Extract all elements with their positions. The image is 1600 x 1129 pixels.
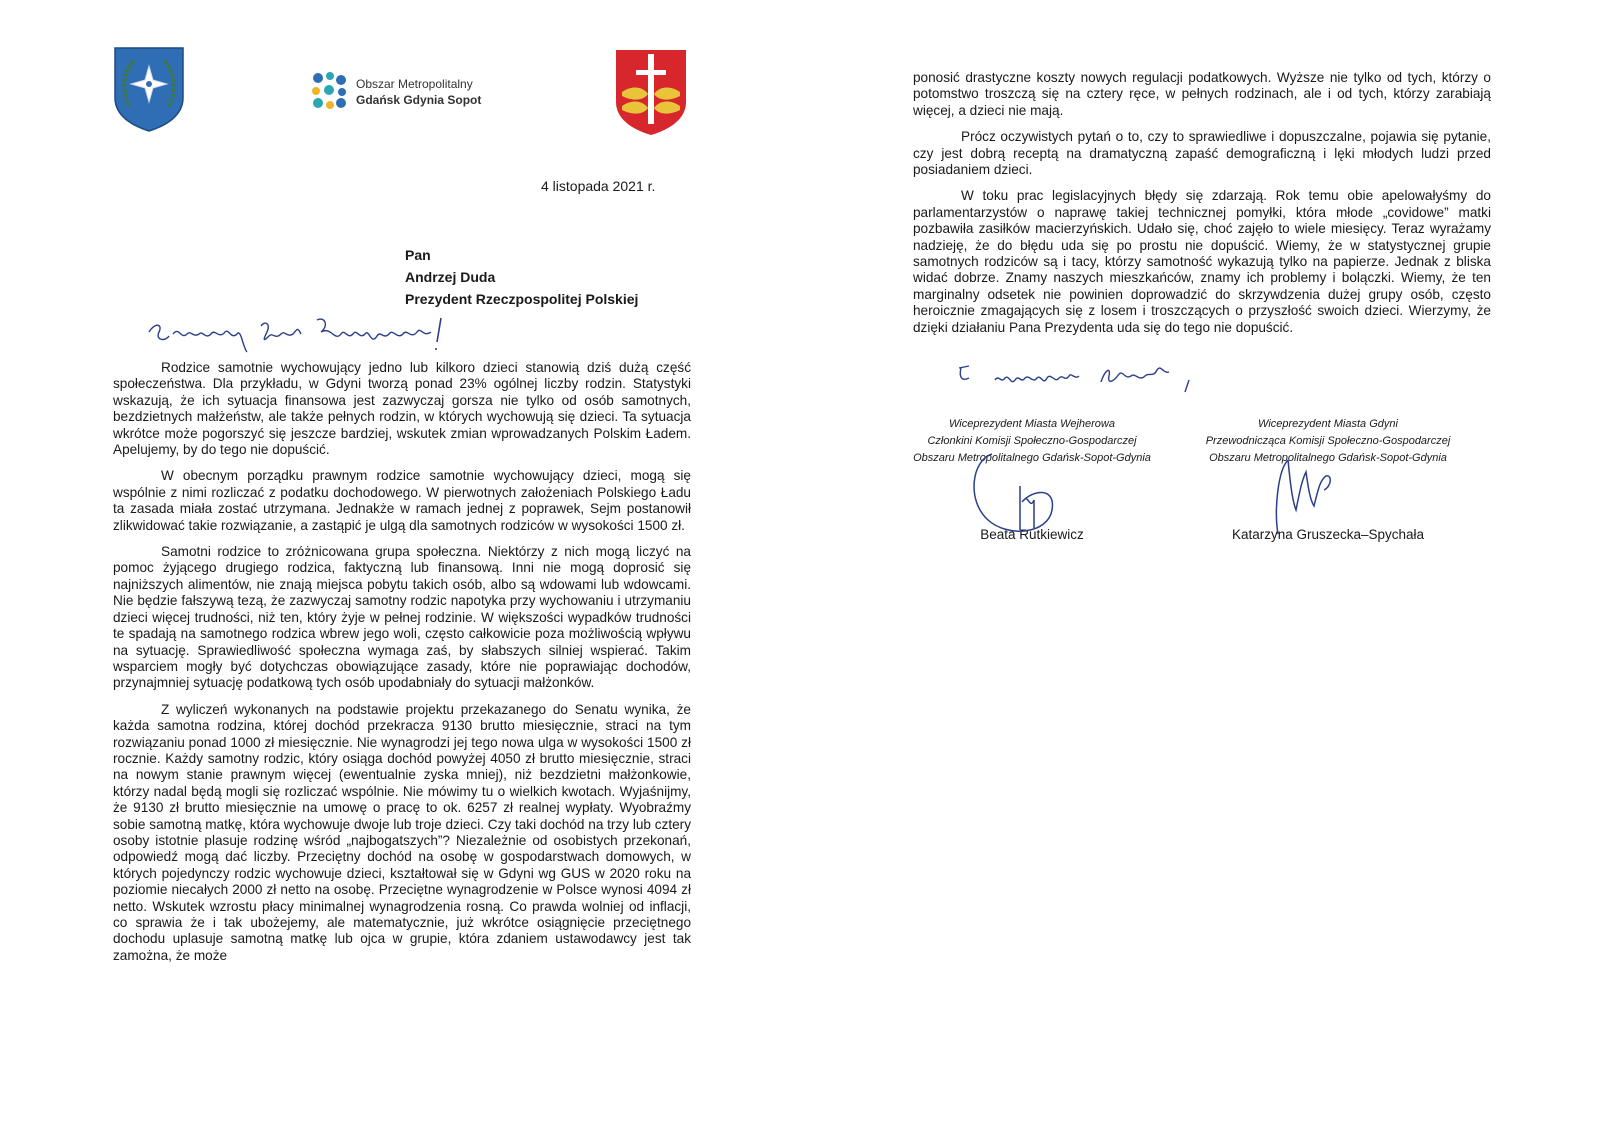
letter-page-2 — [800, 0, 1600, 1129]
signature-block-2 — [1178, 416, 1478, 542]
handwritten-closing — [955, 360, 1215, 400]
paragraph: Samotni rodzice to zróżnicowana grupa społeczna. Niektórzy z nich mogą liczyć na pomoc żyjącego drugiego rodzica, faktyczną lub finansową. Inni nie mogą doprosić się najniższych alimentów, nie znają miejsca pobytu takich osób, albo są wdowami lub wdowcami. Nie będzie fałszywą tezą, że zazwyczaj samotny rodzic napotyka przy wychowaniu i utrzymaniu dzieci więcej trudności, niż ten, który żyje w pełnej rodzinie. W większości wypadków trudności te spadają na samotnego rodzica wbrew jego woli, często całkowicie poza możliwością wpływu na sytuację. Sprawiedliwość społeczna wymaga zaś, by słabszych silniej wspierać. Takim wsparciem mogły być dotychczas obowiązujące zasady, które nie poprawiając dochodów, przynajmniej sytuację podatkową tych osób upodabniały do sytuacji małżonków. — [113, 544, 691, 691]
paragraph: Z wyliczeń wykonanych na podstawie projektu przekazanego do Senatu wynika, że każda samotna rodzina, której dochód przekracza 9130 brutto miesięcznie, straci na tym rozwiązaniu ponad 1000 zł miesięcznie. Nie wynagrodzi jej tego nowa ulga w wysokości 1500 zł rocznie. Każdy samotny rodzic, który osiąga dochód powyżej 4050 zł brutto miesięcznie, straci na nowym stanie prawnym więcej (ewentualnie zyska mniej), niż bezdzietni małżonkowie, którzy nadal będą mogli się rozliczać wspólnie. Nie mówimy tu o wielkich kwotach. Wyjaśnijmy, że 9130 zł brutto miesięcznie na umowę o pracę to ok. 6257 zł realnej wypłaty. Wyobraźmy sobie samotną matkę, która wychowuje dwoje lub troje dzieci. Czy taki dochód na trzy lub cztery osoby istotnie plasuje rodzinę wśród „najbogatszych”? Niezależnie od osobistych przekonań, odpowiedź mogą dać liczby. Przeciętny dochód na osobę w gospodarstwach domowych, w których pojedynczy rodzic wychowuje dzieci, kształtował się w Gdyni wg GUS w 2020 roku na poziomie niecałych 2000 zł netto na osobę. Przeciętne wynagrodzenie w Polsce wynosi 4094 zł netto. Wskutek wzrostu płacy minimalnej wynagrodzenia rosną. Co prawda wolniej od inflacji, co sprawia że i tak ubożejemy, ale matematycznie, już wkrótce osiągnięcie przeciętnego dochodu uplasuje samotną matkę lub ojca w grupie, która zdaniem ustawodawcy jest tak zamożna, że może — [113, 701, 691, 963]
signatory-title-line: Obszaru Metropolitalnego Gdańsk-Sopot-Gdynia — [913, 452, 1151, 464]
letter-body-page-2 — [913, 70, 1491, 346]
paragraph: W toku prac legislacyjnych błędy się zdarzają. Rok temu obie apelowałyśmy do parlamentarzystów o naprawę takiej technicznej pomyłki, która młode „covidowe” matki pozbawiła zasiłków macierzyńskich. Udało się, choć zajęło to wiele miesięcy. Teraz wyrażamy nadzieję, że do błędu uda się po prostu nie dopuścić. Wiemy, że w statystycznej grupie samotnych rodziców są i tacy, którzy samotność wykazują tylko na papierze. Jednak z bliska widać dobrze. Znamy naszych mieszkańców, znamy ich problemy i bolączki. Wiemy, że ten marginalny odsetek nie powinien doprowadzić do skrzywdzenia dużej grupy osób, często heroicznie zmagających się z losem i troszczących o przyszłość swoich dzieci. Wierzymy, że dzięki działaniu Pana Prezydenta uda się do tego nie dopuścić. — [913, 188, 1491, 335]
signatory-name: Katarzyna Gruszecka–Spychała — [1231, 527, 1425, 542]
signatory-title-line: Obszaru Metropolitalnego Gdańsk-Sopot-Gdynia — [1209, 452, 1447, 464]
signatory-title-line: Wiceprezydent Miasta Wejherowa — [949, 418, 1115, 430]
gdynia-coat-of-arms-icon — [614, 48, 688, 136]
handwritten-signature — [1248, 450, 1408, 540]
paragraph: Rodzice samotnie wychowujący jedno lub kilkoro dzieci stanowią dziś dużą część społeczeństwa. Dla przykładu, w Gdyni tworzą ponad 23% ogólnej liczby rodzin. Statystyki wskazują, że ich sytuacja finansowa jest zazwyczaj gorsza nie tylko od osób samotnych, bezdzietnych małżeństw, ale także pełnych rodzin, w których wychowują się dzieci. Ta sytuacja wkrótce może pogorszyć się jeszcze bardziej, wskutek zmian wprowadzanych Polskim Ładem. Apelujemy, by do tego nie dopuścić. — [113, 360, 691, 458]
handwritten-greeting — [145, 312, 455, 356]
paragraph: ponosić drastyczne koszty nowych regulacji podatkowych. Wyższe nie tylko od tych, którzy o potomstwo troszczą się na cztery ręce, w pełnych rodzinach, ale i od tych, którzy zarabiają więcej, a dzieci nie mają. — [913, 70, 1491, 118]
recipient-salutation: Pan — [405, 247, 431, 263]
signatory-name: Beata Rutkiewicz — [980, 527, 1084, 542]
metropolitan-area-mark-icon — [308, 70, 350, 112]
logo-line-1: Obszar Metropolitalny — [356, 77, 473, 91]
metropolitan-area-logo — [308, 70, 508, 114]
signatory-title-line: Wiceprezydent Miasta Gdyni — [1258, 418, 1398, 430]
letter-body-page-1 — [113, 360, 691, 974]
paragraph: W obecnym porządku prawnym rodzice samotnie wychowujący dzieci, mogą się wspólnie z nimi rozliczać z podatku dochodowego. W pierwotnych założeniach Polskiego Ładu ta zasada miała zostać utrzymana. Jednakże w ramach jednej z poprawek, Sejm postanowił zlikwidować takie rozwiązanie, a zastąpić je ulgą dla samotnych rodziców w wysokości 1500 zł. — [113, 468, 691, 533]
paragraph: Prócz oczywistych pytań o to, czy to sprawiedliwe i dopuszczalne, pojawia się pytanie, czy jest dobrą receptą na dramatyczną zapaść demograficzną i lęki młodych ludzi przed posiadaniem dzieci. — [913, 129, 1491, 178]
signature-block-1 — [882, 416, 1182, 542]
recipient-block — [405, 244, 638, 310]
recipient-name: Andrzej Duda — [405, 269, 496, 285]
letter-date: 4 listopada 2021 r. — [541, 178, 656, 194]
logo-line-2: Gdańsk Gdynia Sopot — [356, 93, 482, 107]
wejherowo-coat-of-arms-icon — [113, 46, 185, 132]
handwritten-signature — [952, 450, 1112, 540]
signatory-title-line: Przewodnicząca Komisji Społeczno-Gospodarczej — [1205, 435, 1451, 447]
signatory-title-line: Członkini Komisji Społeczno-Gospodarczej — [927, 435, 1137, 447]
recipient-title: Prezydent Rzeczpospolitej Polskiej — [405, 291, 639, 307]
